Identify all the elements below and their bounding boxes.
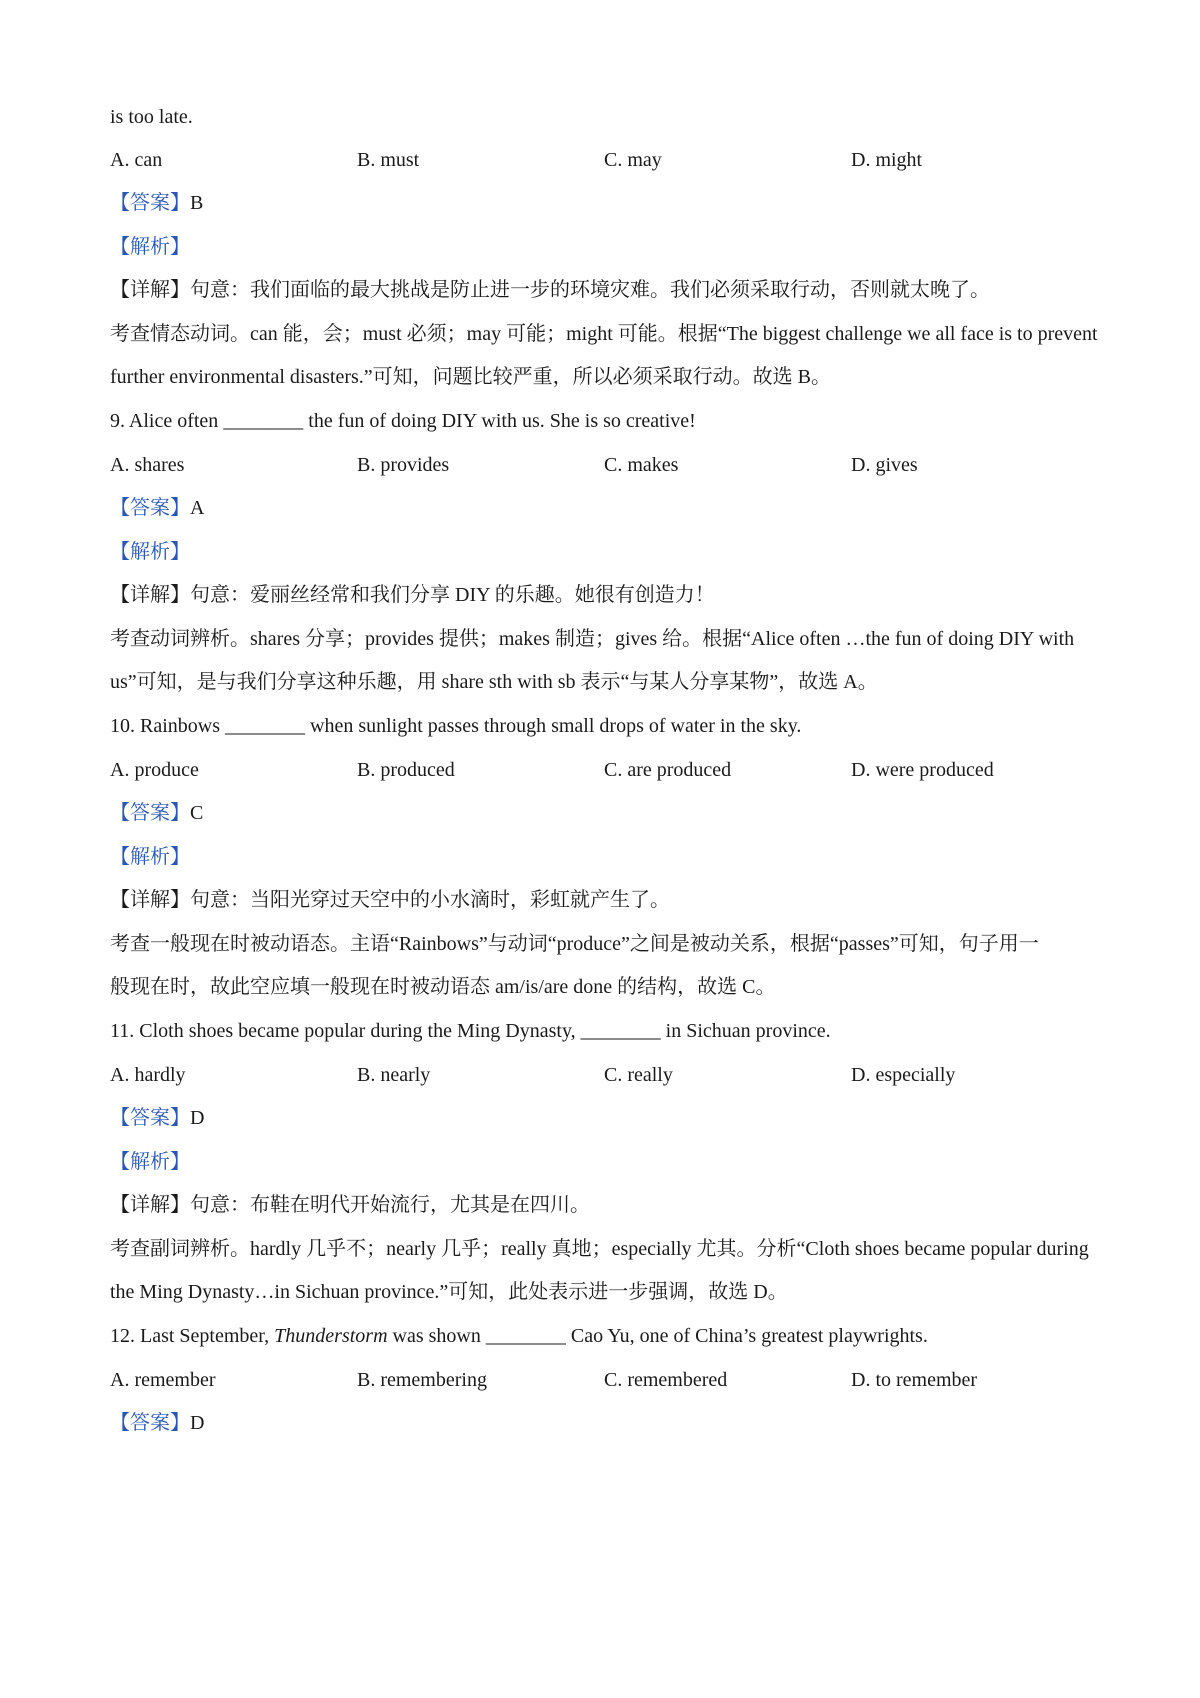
question-stem-rest: was shown ________ Cao Yu, one of China’s greatest playwrights.	[387, 1325, 928, 1347]
option-d: D. gives	[851, 454, 918, 476]
detail-label: 【详解】	[110, 584, 190, 606]
question-stem: 10. Rainbows ________ when sunlight passes through small drops of water in the sky.	[110, 715, 802, 737]
detail-label: 【详解】	[110, 1194, 190, 1216]
analysis-line	[110, 538, 1100, 566]
option-d: D. to remember	[851, 1369, 978, 1391]
answer-label: 【答案】	[110, 1107, 190, 1129]
question-stem-end: is too late.	[110, 106, 193, 128]
answer-line	[110, 494, 1100, 522]
explanation-line: 考查副词辨析。hardly 几乎不；nearly 几乎；really 真地；especially 尤其。分析“Cloth shoes became popular during	[110, 1238, 1089, 1260]
analysis-label: 【解析】	[110, 236, 190, 258]
option-d: D. might	[851, 149, 923, 171]
answer-value: A	[190, 497, 205, 519]
analysis-line	[110, 843, 1100, 871]
detail-text: 句意：爱丽丝经常和我们分享 DIY 的乐趣。她很有创造力！	[190, 584, 715, 606]
explanation-line: 考查一般现在时被动语态。主语“Rainbows”与动词“produce”之间是被动关系，根据“passes”可知，句子用一	[110, 933, 1039, 955]
option-a: A. can	[110, 149, 163, 171]
answer-line	[110, 189, 1100, 217]
option-b: B. provides	[357, 454, 450, 476]
detail-text: 句意：布鞋在明代开始流行，尤其是在四川。	[190, 1194, 590, 1216]
option-a: A. produce	[110, 759, 199, 781]
option-c: C. makes	[604, 454, 679, 476]
explanation-line: 考查动词辨析。shares 分享；provides 提供；makes 制造；gives 给。根据“Alice often …the fun of doing DIY with	[110, 628, 1075, 650]
option-b: B. produced	[357, 759, 455, 781]
option-a: A. hardly	[110, 1064, 186, 1086]
explanation-line: the Ming Dynasty…in Sichuan province.”可知，此处表示进一步强调，故选 D。	[110, 1281, 788, 1303]
option-c: C. may	[604, 149, 662, 171]
option-c: C. are produced	[604, 759, 732, 781]
play-title: Thunderstorm	[274, 1325, 388, 1347]
question-stem: 11. Cloth shoes became popular during the Ming Dynasty, ________ in Sichuan province.	[110, 1020, 831, 1042]
option-d: D. especially	[851, 1064, 956, 1086]
option-b: B. remembering	[357, 1369, 487, 1391]
answer-line	[110, 799, 1100, 827]
analysis-line	[110, 1148, 1100, 1176]
explanation-line: 考查情态动词。can 能，会；must 必须；may 可能；might 可能。根据“The biggest challenge we all face is to prevent	[110, 323, 1098, 345]
answer-value: D	[190, 1412, 205, 1434]
detail-line	[110, 581, 1100, 609]
answer-value: B	[190, 192, 204, 214]
option-a: A. shares	[110, 454, 185, 476]
answer-value: C	[190, 802, 204, 824]
answer-line	[110, 1104, 1100, 1132]
option-b: B. nearly	[357, 1064, 431, 1086]
answer-label: 【答案】	[110, 497, 190, 519]
analysis-label: 【解析】	[110, 1151, 190, 1173]
answer-label: 【答案】	[110, 802, 190, 824]
option-c: C. remembered	[604, 1369, 728, 1391]
detail-text: 句意：我们面临的最大挑战是防止进一步的环境灾难。我们必须采取行动，否则就太晚了。	[190, 279, 990, 301]
explanation-line: 般现在时，故此空应填一般现在时被动语态 am/is/are done 的结构，故选 C。	[110, 976, 776, 998]
question-stem	[110, 1322, 1100, 1350]
answer-line	[110, 1409, 1100, 1437]
option-c: C. really	[604, 1064, 673, 1086]
detail-label: 【详解】	[110, 279, 190, 301]
option-a: A. remember	[110, 1369, 216, 1391]
option-d: D. were produced	[851, 759, 994, 781]
question-stem: 9. Alice often ________ the fun of doing DIY with us. She is so creative!	[110, 410, 696, 432]
question-stem-start: 12. Last September,	[110, 1325, 275, 1347]
detail-text: 句意：当阳光穿过天空中的小水滴时，彩虹就产生了。	[190, 889, 670, 911]
detail-line	[110, 276, 1100, 304]
answer-label: 【答案】	[110, 192, 190, 214]
detail-line	[110, 1191, 1100, 1219]
explanation-line: us”可知，是与我们分享这种乐趣，用 share sth with sb 表示“与某人分享某物”，故选 A。	[110, 671, 878, 693]
analysis-line	[110, 233, 1100, 261]
answer-value: D	[190, 1107, 205, 1129]
analysis-label: 【解析】	[110, 846, 190, 868]
detail-line	[110, 886, 1100, 914]
analysis-label: 【解析】	[110, 541, 190, 563]
answer-label: 【答案】	[110, 1412, 190, 1434]
explanation-line: further environmental disasters.”可知，问题比较严重，所以必须采取行动。故选 B。	[110, 366, 832, 388]
option-b: B. must	[357, 149, 420, 171]
detail-label: 【详解】	[110, 889, 190, 911]
